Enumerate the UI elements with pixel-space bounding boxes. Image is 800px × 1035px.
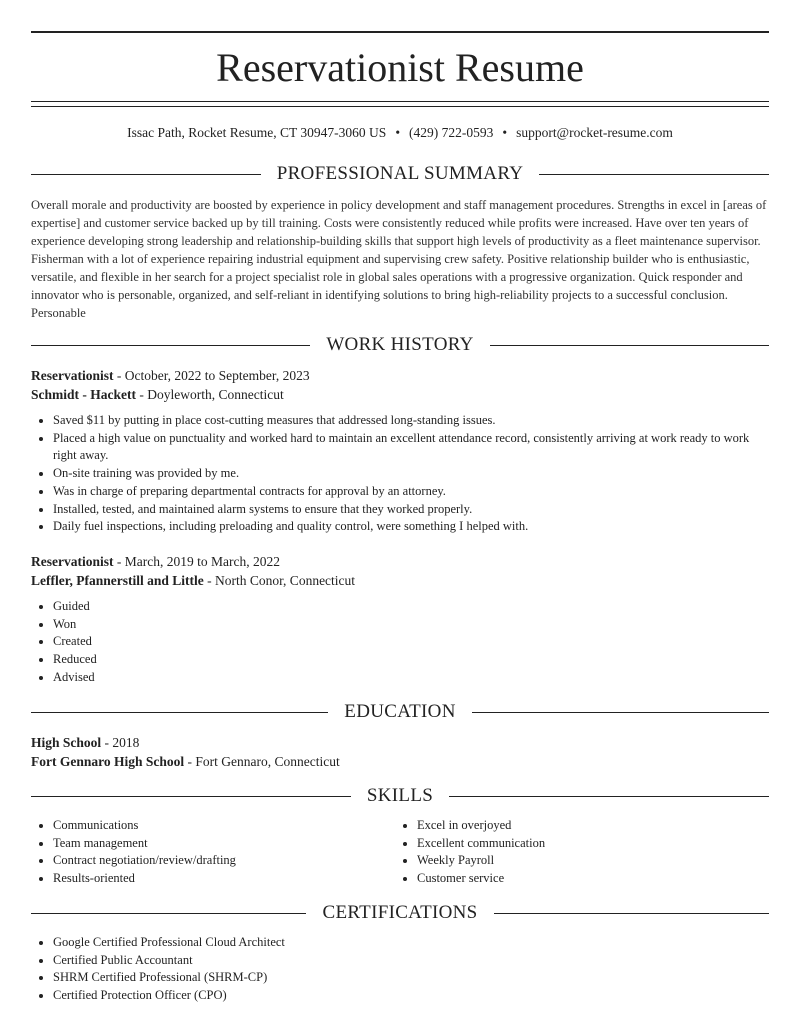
education-location: - Fort Gennaro, Connecticut <box>184 754 340 769</box>
list-item: • Was in charge of preparing departmental contracts for approval by an attorney. <box>53 483 769 501</box>
summary-section-header <box>31 162 769 186</box>
certifications-heading: CERTIFICATIONS <box>322 902 478 923</box>
education-heading: EDUCATION <box>344 701 456 722</box>
certification-item: • Certified Public Accountant <box>53 952 769 970</box>
education-section-header <box>31 700 769 724</box>
divider <box>31 345 310 346</box>
list-item: • Created <box>53 633 769 651</box>
certification-item: • Google Certified Professional Cloud Architect <box>53 934 769 952</box>
job-title: Reservationist <box>31 554 114 569</box>
skills-list-left <box>53 817 393 888</box>
job-company: Schmidt - Hackett <box>31 387 136 402</box>
title-double-rule <box>31 101 769 107</box>
job-dates: - March, 2019 to March, 2022 <box>113 554 280 569</box>
skills-section-header <box>31 784 769 808</box>
list-item: • On-site training was provided by me. <box>53 465 769 483</box>
skill-item: • Excel in overjoyed <box>417 817 757 835</box>
work-heading: WORK HISTORY <box>326 334 474 355</box>
skill-item: • Communications <box>53 817 393 835</box>
skill-item: • Contract negotiation/review/drafting <box>53 852 393 870</box>
certifications-section-header <box>31 901 769 925</box>
skill-item: • Results-oriented <box>53 870 393 888</box>
contact-line <box>31 124 769 142</box>
contact-address: Issac Path, Rocket Resume, CT 30947-3060 US <box>127 125 387 140</box>
list-item: • Won <box>53 616 769 634</box>
contact-separator: • <box>395 125 401 140</box>
skill-item: • Excellent communication <box>417 835 757 853</box>
certification-item: • Certified Protection Officer (CPO) <box>53 987 769 1005</box>
job-dates: - October, 2022 to September, 2023 <box>113 368 310 383</box>
list-item: • Guided <box>53 598 769 616</box>
summary-text: Overall morale and productivity are boosted by experience in policy development and staff management procedures. Strengths in excel in [areas of expertise] and customer service backed up by till training. Costs were consistently reduced while profits were increased. Have over ten years of experience developing strong leadership and relationship-building skills that support high levels of productivity as a fleet maintenance supervisor. Fisherman with a lot of experience repairing industrial equipment and supervising crew safety. Positive relationship builder who is enthusiastic, versatile, and flexible in her search for a project specialist role in global sales operations with a progressive organization. Quick responder and innovator who is personable, organized, and self-reliant in identifying solutions to bring high-reliability projects to a successful conclusion. Personable <box>31 198 767 320</box>
divider <box>31 712 328 713</box>
skill-item: • Weekly Payroll <box>417 852 757 870</box>
list-item: • Advised <box>53 669 769 687</box>
list-item: • Reduced <box>53 651 769 669</box>
skill-item: • Team management <box>53 835 393 853</box>
job-bullets <box>53 412 769 536</box>
job-company-line <box>31 386 769 404</box>
divider <box>494 913 769 914</box>
job-location: - North Conor, Connecticut <box>203 573 356 588</box>
job-title-line <box>31 367 769 385</box>
list-item: • Installed, tested, and maintained alarm systems to ensure that they worked properly. <box>53 501 769 519</box>
certifications-list <box>53 934 769 1005</box>
contact-phone[interactable]: (429) 722-0593 <box>409 125 494 140</box>
summary-heading: PROFESSIONAL SUMMARY <box>276 163 524 184</box>
resume-title: Reservationist Resume <box>216 45 584 90</box>
education-school: Fort Gennaro High School <box>31 754 185 769</box>
divider <box>31 174 261 175</box>
divider <box>490 345 769 346</box>
education-degree-line <box>31 734 769 752</box>
list-item: • Daily fuel inspections, including preloading and quality control, were something I helped with. <box>53 518 769 536</box>
job-company-line <box>31 572 769 590</box>
divider <box>472 712 769 713</box>
education-year: - 2018 <box>101 735 140 750</box>
list-item: • Saved $11 by putting in place cost-cutting measures that addressed long-standing issues. <box>53 412 769 430</box>
divider <box>31 796 351 797</box>
job-title: Reservationist <box>31 368 114 383</box>
divider <box>539 174 769 175</box>
contact-email[interactable]: support@rocket-resume.com <box>516 125 673 140</box>
job-bullets <box>53 598 769 687</box>
skills-list-right <box>417 817 757 888</box>
top-rule <box>31 31 769 33</box>
education-school-line <box>31 753 769 771</box>
job-location: - Doyleworth, Connecticut <box>136 387 284 402</box>
job-company: Leffler, Pfannerstill and Little <box>31 573 204 588</box>
contact-separator: • <box>502 125 508 140</box>
job-title-line <box>31 553 769 571</box>
list-item: • Placed a high value on punctuality and worked hard to maintain an excellent attendance record, consistently arriving at work ready to work right away. <box>53 430 769 465</box>
work-section-header <box>31 333 769 357</box>
skills-heading: SKILLS <box>366 785 434 806</box>
divider <box>449 796 769 797</box>
certification-item: • SHRM Certified Professional (SHRM-CP) <box>53 969 769 987</box>
divider <box>31 913 306 914</box>
skill-item: • Customer service <box>417 870 757 888</box>
education-degree: High School <box>31 735 102 750</box>
